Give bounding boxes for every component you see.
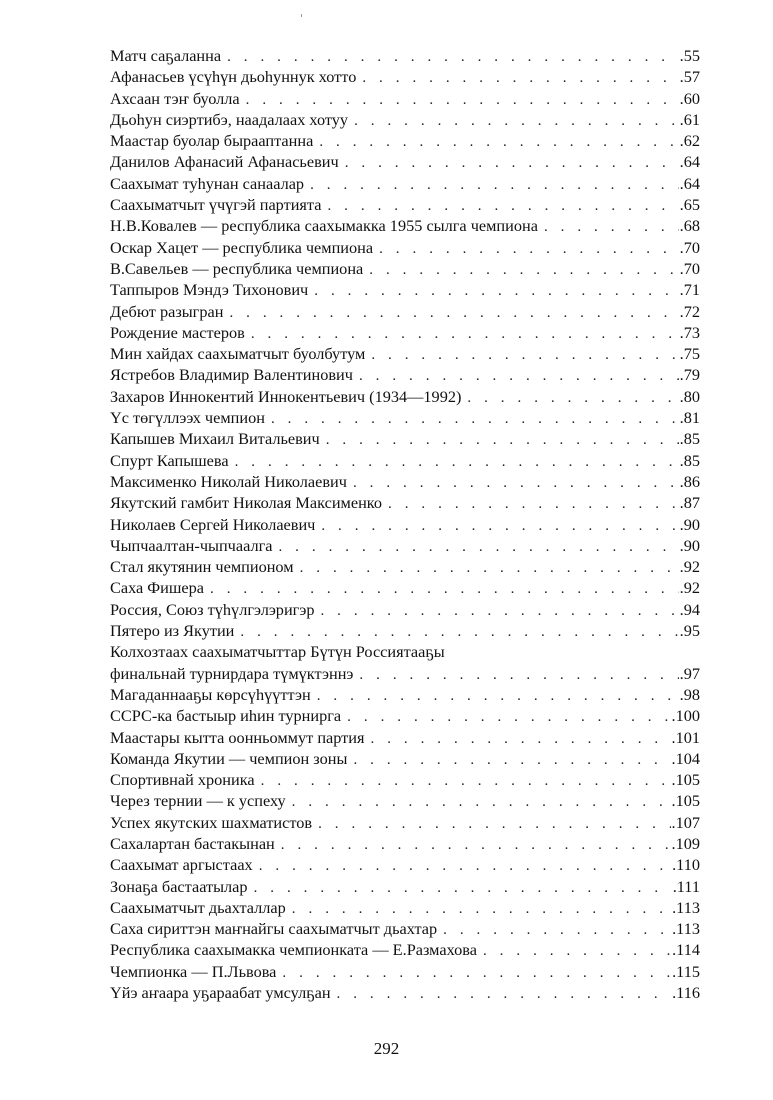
toc-entry-page: .110	[672, 855, 700, 875]
dot-leader	[353, 473, 679, 494]
toc-entry-title: Рождение мастеров	[110, 322, 245, 342]
toc-entry-title: Россия, Союз түһүлгэлэригэр	[110, 599, 315, 619]
toc-entry-page: .85	[679, 429, 700, 449]
toc-entry-page: .75	[679, 344, 700, 364]
dot-leader	[345, 153, 679, 174]
toc-entry-title-line	[110, 641, 700, 662]
toc-entry	[110, 663, 700, 684]
dot-leader	[544, 217, 679, 238]
toc-entry-title: Через тернии — к успеху	[110, 791, 286, 811]
toc-entry-page: .62	[679, 131, 700, 151]
toc-entry-page: .71	[679, 280, 700, 300]
toc-entry-title: Сахалартан бастакынан	[110, 833, 275, 853]
toc-entry	[110, 428, 700, 449]
toc-entry-page: .60	[679, 88, 700, 108]
toc-entry-title: Капышев Михаил Витальевич	[110, 429, 320, 449]
toc-entry-title: Ахсаан тэҥ буолла	[110, 88, 240, 108]
toc-entry	[110, 812, 700, 833]
toc-entry-title: Н.В.Ковалев — республика саахымакка 1955 сылга чемпиона	[110, 216, 538, 236]
toc-entry	[110, 407, 700, 428]
toc-entry	[110, 620, 700, 641]
toc-entry-page: .79	[679, 365, 700, 385]
toc-entry-title: Саахыматчыт үчүгэй партията	[110, 195, 322, 215]
dot-leader	[292, 792, 671, 813]
dot-leader	[320, 601, 678, 622]
toc-entry	[110, 727, 700, 748]
toc-entry-title: Матч саҕаланна	[110, 46, 222, 65]
toc-entry-title: Саахымат аргыстаах	[110, 855, 253, 875]
dot-leader	[278, 537, 678, 558]
toc-entry	[110, 705, 700, 726]
toc-entry-title: Спурт Капышева	[110, 450, 229, 470]
toc-entry-title: Оскар Хацет — республика чемпиона	[110, 237, 374, 257]
dot-leader	[337, 984, 672, 1005]
toc-entry-page: .72	[679, 301, 700, 321]
dot-leader	[317, 686, 679, 707]
toc-entry-page: .90	[679, 514, 700, 534]
toc-entry	[110, 173, 700, 194]
toc-entry-page: .68	[679, 216, 700, 236]
toc-entry-title: Николаев Сергей Николаевич	[110, 514, 316, 534]
toc-entry	[110, 88, 700, 109]
dot-leader	[467, 388, 678, 409]
toc-entry-title: Колхозтаах саахыматчыттар Бүтүн Россиятааҕы	[110, 642, 445, 662]
toc-entry	[110, 982, 700, 1003]
toc-entry-page: .64	[679, 152, 700, 172]
toc-entry	[110, 684, 700, 705]
dot-leader	[259, 856, 671, 877]
dot-leader	[251, 324, 679, 345]
toc-entry-page: .116	[672, 983, 700, 1003]
toc-entry	[110, 237, 700, 258]
toc-entry	[110, 386, 700, 407]
dot-leader	[292, 899, 671, 920]
toc-entry-title: Спортивнай хроника	[110, 770, 255, 790]
toc-entry-title: Успех якутских шахматистов	[110, 812, 313, 832]
dot-leader	[359, 366, 679, 387]
toc-entry-title: Стал якутянин чемпионом	[110, 557, 294, 577]
toc-entry-title: Захаров Иннокентий Иннокентьевич (1934—1992)	[110, 386, 462, 406]
dot-leader	[300, 558, 679, 579]
dot-leader	[354, 111, 679, 132]
toc-entry-title: Дебют разыгран	[110, 301, 224, 321]
toc-entry-page: .86	[679, 471, 700, 491]
toc-entry-page: .113	[672, 897, 700, 917]
toc-entry-page: .87	[679, 493, 700, 513]
toc-entry-page: .65	[679, 195, 700, 215]
toc-entry-page: .95	[679, 621, 700, 641]
toc-entry	[110, 577, 700, 598]
dot-leader	[254, 878, 672, 899]
toc-entry	[110, 556, 700, 577]
toc-entry-page: .111	[672, 876, 700, 896]
toc-entry	[110, 45, 700, 66]
dot-leader	[240, 622, 678, 643]
toc-entry-page: .55	[679, 46, 700, 65]
dot-leader	[326, 430, 679, 451]
table-of-contents	[110, 45, 700, 1003]
dot-leader	[319, 132, 678, 153]
toc-entry	[110, 194, 700, 215]
dot-leader	[281, 835, 671, 856]
toc-entry-title: Магаданнааҕы көрсүһүүттэн	[110, 684, 311, 704]
toc-entry	[110, 748, 700, 769]
toc-entry	[110, 854, 700, 875]
toc-entry-title: Саха Фишера	[110, 578, 205, 598]
toc-entry	[110, 492, 700, 513]
toc-entry	[110, 918, 700, 939]
toc-entry-page: .107	[671, 812, 700, 832]
toc-entry-title: Данилов Афанасий Афанасьевич	[110, 152, 339, 172]
toc-entry	[110, 301, 700, 322]
toc-entry	[110, 876, 700, 897]
toc-entry	[110, 897, 700, 918]
toc-entry-title: Команда Якутии — чемпион зоны	[110, 748, 348, 768]
toc-entry-page: .64	[679, 173, 700, 193]
dot-leader	[353, 750, 670, 771]
dot-leader	[210, 579, 679, 600]
dot-leader	[443, 920, 671, 941]
toc-entry-page: .105	[671, 770, 700, 790]
dot-leader	[261, 771, 671, 792]
toc-entry	[110, 109, 700, 130]
dot-leader	[314, 281, 678, 302]
toc-entry-page: .73	[679, 322, 700, 342]
toc-entry-page: .97	[679, 663, 700, 683]
dot-leader	[388, 494, 679, 515]
dot-leader	[483, 941, 671, 962]
toc-entry-title: Дьоһун сиэртибэ, наадалаах хотуу	[110, 109, 349, 129]
toc-entry-page: .85	[679, 450, 700, 470]
dot-leader	[310, 175, 679, 196]
toc-entry-title: Чыпчаалтан-чыпчаалга	[110, 535, 273, 555]
toc-entry-page: .92	[679, 578, 700, 598]
toc-entry	[110, 471, 700, 492]
toc-entry	[110, 769, 700, 790]
toc-entry-title: Маастар буолар бырааптанна	[110, 131, 314, 151]
dot-leader	[318, 814, 670, 835]
dot-leader	[271, 409, 679, 430]
toc-entry	[110, 151, 700, 172]
toc-entry-page: .104	[671, 748, 700, 768]
dot-leader	[362, 68, 678, 89]
toc-entry	[110, 833, 700, 854]
toc-entry-title: Ястребов Владимир Валентинович	[110, 365, 353, 385]
toc-entry-page: .70	[679, 258, 700, 278]
dot-leader	[282, 963, 671, 984]
toc-entry-page: .113	[672, 919, 700, 939]
toc-entry-title: Саахыматчыт дьахталлар	[110, 897, 286, 917]
toc-entry	[110, 535, 700, 556]
page-number: 292	[373, 1039, 400, 1058]
toc-entry	[110, 599, 700, 620]
toc-entry-title: Мин хайдах саахыматчыт буолбутум	[110, 344, 366, 364]
toc-entry	[110, 961, 700, 982]
toc-entry	[110, 514, 700, 535]
toc-entry-title: Саахымат туһунан санаалар	[110, 173, 305, 193]
toc-entry-title: Таппыров Мэндэ Тихонович	[110, 280, 309, 300]
toc-entry-title: Үс төгүллээх чемпион	[110, 408, 265, 428]
dot-leader	[359, 665, 678, 686]
toc-entry	[110, 450, 700, 471]
toc-entry-title: Республика саахымакка чемпионката — Е.Размахова	[110, 940, 477, 960]
toc-entry	[110, 790, 700, 811]
toc-entry-page: .70	[679, 237, 700, 257]
dot-leader	[327, 196, 678, 217]
toc-entry-page: .115	[672, 961, 700, 981]
dot-leader	[321, 516, 678, 537]
toc-entry	[110, 939, 700, 960]
toc-entry-page: .109	[671, 833, 700, 853]
toc-entry-page: .57	[679, 67, 700, 87]
toc-entry	[110, 343, 700, 364]
dot-leader	[229, 303, 678, 324]
toc-entry-title: Пятеро из Якутии	[110, 621, 235, 641]
toc-entry-page: .94	[679, 599, 700, 619]
toc-entry	[110, 215, 700, 236]
toc-entry	[110, 66, 700, 87]
toc-entry-title: Афанасьев үсүһүн дьоһуннук хотто	[110, 67, 357, 87]
dot-leader	[235, 452, 679, 473]
toc-entry	[110, 364, 700, 385]
toc-entry-title: Маастары кытта оонньоммут партия	[110, 727, 365, 747]
toc-entry-title: Зонаҕа бастаатылар	[110, 876, 248, 896]
toc-entry-page: .114	[672, 940, 700, 960]
toc-entry	[110, 258, 700, 279]
dot-leader	[371, 345, 678, 366]
toc-entry	[110, 130, 700, 151]
dot-leader	[379, 239, 679, 260]
toc-entry-page: .98	[679, 684, 700, 704]
toc-entry-page: .105	[671, 791, 700, 811]
dot-leader	[246, 90, 679, 111]
dot-leader	[369, 260, 678, 281]
dot-leader	[371, 729, 671, 750]
scan-speck	[301, 14, 302, 17]
toc-entry-title: финальнай турнирдара түмүктэннэ	[110, 663, 354, 683]
dot-leader	[347, 707, 670, 728]
toc-entry-page: .81	[679, 408, 700, 428]
toc-entry-page: .100	[671, 706, 700, 726]
toc-entry-title: Чемпионка — П.Львова	[110, 961, 277, 981]
toc-entry-page: .61	[679, 109, 700, 129]
toc-entry	[110, 322, 700, 343]
toc-entry-title: В.Савельев — республика чемпиона	[110, 258, 364, 278]
toc-entry-page: .101	[671, 727, 700, 747]
toc-entry-page: .92	[679, 557, 700, 577]
toc-entry-title: Якутский гамбит Николая Максименко	[110, 493, 383, 513]
dot-leader	[227, 47, 679, 68]
toc-entry-title: Үйэ аҥаара уҕараабат умсулҕан	[110, 983, 331, 1003]
toc-entry-title: ССРС-ка бастыыр иһин турнирга	[110, 706, 342, 726]
toc-entry-title: Максименко Николай Николаевич	[110, 471, 347, 491]
toc-entry	[110, 279, 700, 300]
toc-entry-page: .80	[679, 386, 700, 406]
toc-entry-title: Саха сириттэн маҥнайгы саахыматчыт дьахтар	[110, 919, 438, 939]
toc-entry-page: .90	[679, 535, 700, 555]
